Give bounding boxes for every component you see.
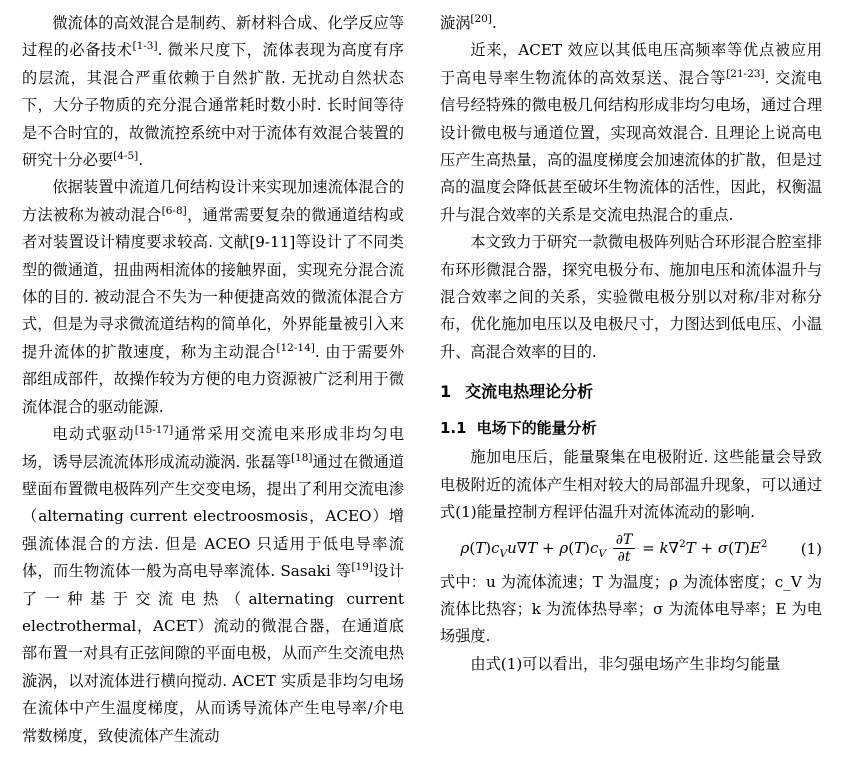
subsection-number: 1.1: [440, 419, 467, 438]
paragraph: 近来，ACET 效应以其低电压高频率等优点被应用于高电导率生物流体的高效泵送、混合等[21-23]. 交流电信号经特殊的微电极几何结构形成非均匀电场，通过合理设计微电极与通道位置，实现高效混合. 且理论上说高电压产生高热量，高的温度梯度会加速流体的扩散，但是过高的温度会降低甚至破坏生物流体的活性，因此，权衡温升与混合效率的关系是交流电热混合的重点.: [440, 41, 823, 224]
citation-reference: [19]: [351, 561, 373, 574]
citation-reference: [18]: [290, 451, 313, 464]
paragraph: 施加电压后，能量聚集在电极附近. 这些能量会导致电极附近的流体产生相对较大的局部温升现象，可以通过式(1)能量控制方程评估温升对流体流动的影响.: [440, 448, 822, 522]
left-column: [22, 10, 404, 752]
citation-reference: [20]: [470, 12, 492, 25]
equation-body: $\rho(T)c_Vu\nabla T + \rho(T)c_V$ $\frac{\partial T}{\partial t}$ = $k\nabla^2T + \sigma(T)E^2$: [460, 531, 768, 565]
subsection-heading: [440, 416, 822, 440]
section-heading: [440, 380, 822, 404]
citation-reference: [1-3]: [132, 40, 158, 53]
paragraph: 微流体的高效混合是制药、新材料合成、化学反应等过程的必备技术[1-3]. 微米尺度下，流体表现为高度有序的层流，其混合严重依赖于自然扩散. 无扰动自然状态下，大分子物质的充分混合通常耗时数小时. 长时间等待是不合时宜的，故微流控系统中对于流体有效混合装置的研究十分必要[4-5].: [22, 14, 404, 170]
equation-1: [440, 533, 822, 565]
citation-reference: [15-17]: [134, 424, 174, 437]
section-title: 交流电热理论分析: [465, 382, 594, 402]
citation-reference: [4-5]: [113, 149, 139, 162]
paragraph: 漩涡[20].: [440, 12, 497, 32]
section-number: 1: [440, 382, 452, 402]
paragraph: 电动式驱动[15-17]通常采用交流电来形成非均匀电场，诱导层流流体形成流动漩涡. 张磊等[18]通过在微通道壁面布置微电极阵列产生交变电场，提出了利用交流电渗（alternating current electroosmosis，ACEO）增强流体混合的方法. 但是 ACEO 只适用于低电导率流体，而生物流体一般为高电导率流体. Sasaki 等[19]设计了一种基于交流电热（alternating current electrothermal，ACET）流动的微混合器，在通道底部布置一对具有正弦间隙的平面电极，从而产生交流电热漩涡，以对流体进行横向搅动. ACET 实质是非均匀电场在流体中产生温度梯度，从而诱导流体产生电导率/介电常数梯度，致使流体产生流动: [22, 424, 405, 745]
citation-reference: [12-14]: [276, 341, 315, 354]
citation-reference: [21-23]: [726, 67, 765, 80]
paragraph: 依据装置中流道几何结构设计来实现加速流体混合的方法被称为被动混合[6-8]，通常需要复杂的微通道结构或者对装置设计精度要求较高. 文献[9-11]等设计了不同类型的微通道，扭曲两相流体的接触界面，实现充分混合流体的目的. 被动混合不失为一种便捷高效的微流体混合方式，但是为寻求微流道结构的简单化，外界能量被引入来提升流体的扩散速度，称为主动混合[12-14]. 由于需要外部组成部件，故操作较为方便的电力资源被广泛利用于微流体混合的驱动能源.: [22, 178, 405, 416]
paragraph: 式中：u 为流体流速；T 为温度；ρ 为流体密度；c_V 为流体比热容；k 为流体热导率；σ 为流体电导率；E 为电场强度.: [440, 572, 822, 646]
subsection-title: 电场下的能量分析: [476, 419, 597, 438]
paragraph: 由式(1)可以看出，非匀强电场产生非均匀能量: [470, 654, 781, 673]
equation-number: (1): [800, 539, 822, 558]
right-column: [440, 10, 822, 752]
two-column-layout: [22, 10, 845, 752]
paragraph: 本文致力于研究一款微电极阵列贴合环形混合腔室排布环形微混合器，探究电极分布、施加电压和流体温升与混合效率之间的关系，实验微电极分别以对称/非对称分布，优化施加电压以及电极尺寸，力图达到低电压、小温升、高混合效率的目的.: [440, 233, 822, 361]
citation-reference: [6-8]: [161, 204, 187, 217]
